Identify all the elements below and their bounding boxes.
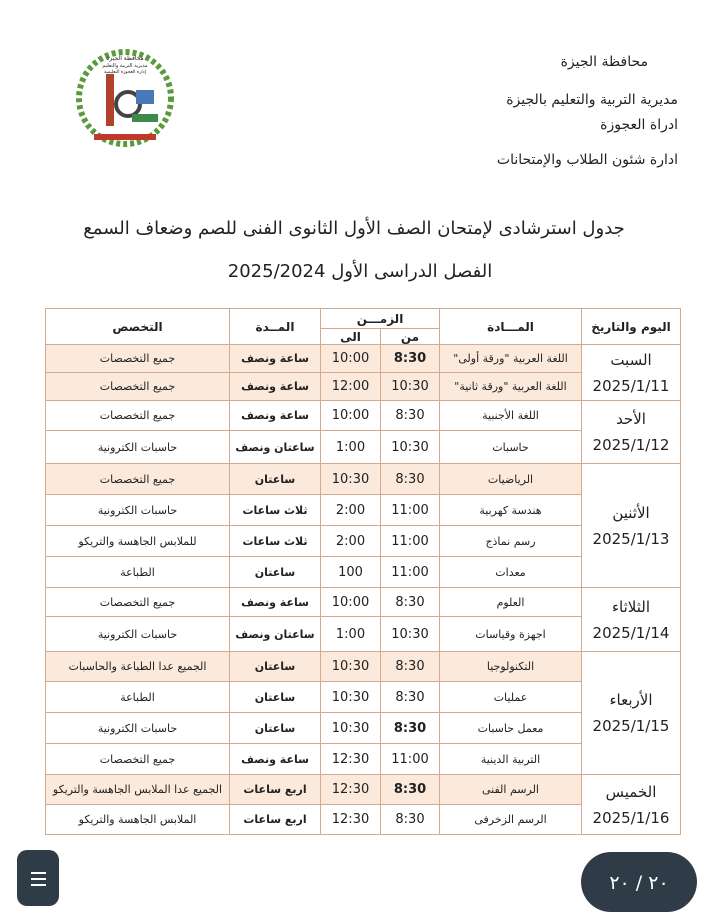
directorate-logo — [72, 46, 178, 150]
duration-cell: اربع ساعات — [230, 775, 321, 805]
header-department: ادارة شئون الطلاب والإمتحانات — [496, 152, 678, 168]
spec-cell: حاسبات الكترونية — [46, 431, 230, 464]
subject-cell: التربية الدينية — [440, 744, 582, 775]
duration-cell: اربع ساعات — [230, 805, 321, 835]
header-subject: المـــادة — [440, 309, 582, 345]
to-cell: 12:00 — [321, 373, 381, 401]
spec-cell: جميع التخصصات — [46, 373, 230, 401]
spec-cell: حاسبات الكترونية — [46, 617, 230, 652]
duration-cell: ساعة ونصف — [230, 588, 321, 617]
from-cell: 10:30 — [381, 373, 440, 401]
day-cell: الأثنين 2025/1/13 — [582, 464, 681, 588]
to-cell: 1:00 — [321, 617, 381, 652]
day-cell: الثلاثاء 2025/1/14 — [582, 588, 681, 652]
subject-cell: الرسم الفنى — [440, 775, 582, 805]
day-cell: الخميس 2025/1/16 — [582, 775, 681, 835]
from-cell: 8:30 — [381, 464, 440, 495]
duration-cell: ساعتان ونصف — [230, 617, 321, 652]
spec-cell: للملابس الجاهسة والتريكو — [46, 526, 230, 557]
duration-cell: ساعتان — [230, 652, 321, 682]
to-cell: 2:00 — [321, 495, 381, 526]
header-governorate: محافظة الجيزة — [560, 54, 648, 70]
from-cell: 8:30 — [381, 713, 440, 744]
from-cell: 8:30 — [381, 588, 440, 617]
header-to: الى — [321, 329, 381, 345]
to-cell: 10:30 — [321, 652, 381, 682]
from-cell: 8:30 — [381, 401, 440, 431]
spec-cell: جميع التخصصات — [46, 744, 230, 775]
table-row — [46, 775, 681, 805]
table-row — [46, 345, 681, 373]
spec-cell: جميع التخصصات — [46, 464, 230, 495]
to-cell: 100 — [321, 557, 381, 588]
duration-cell: ساعة ونصف — [230, 401, 321, 431]
to-cell: 12:30 — [321, 805, 381, 835]
duration-cell: ساعتان — [230, 464, 321, 495]
from-cell: 11:00 — [381, 526, 440, 557]
menu-button[interactable] — [17, 850, 59, 906]
document-subtitle: الفصل الدراسى الأول 2025/2024 — [227, 261, 493, 282]
document-title: جدول استرشادى لإمتحان الصف الأول الثانوى الفنى للصم وضعاف السمع — [83, 218, 625, 239]
duration-cell: ساعتان — [230, 557, 321, 588]
from-cell: 8:30 — [381, 345, 440, 373]
subject-cell: عمليات — [440, 682, 582, 713]
duration-cell: ساعتان ونصف — [230, 431, 321, 464]
subject-cell: اجهزة وقياسات — [440, 617, 582, 652]
from-cell: 11:00 — [381, 744, 440, 775]
from-cell: 11:00 — [381, 557, 440, 588]
from-cell: 8:30 — [381, 652, 440, 682]
duration-cell: ثلاث ساعات — [230, 526, 321, 557]
to-cell: 12:30 — [321, 775, 381, 805]
subject-cell: هندسة كهربية — [440, 495, 582, 526]
spec-cell: جميع التخصصات — [46, 345, 230, 373]
to-cell: 10:30 — [321, 713, 381, 744]
page-indicator[interactable]: ٢٠ / ٢٠ — [581, 852, 697, 912]
table-row — [46, 588, 681, 617]
from-cell: 10:30 — [381, 431, 440, 464]
to-cell: 2:00 — [321, 526, 381, 557]
menu-icon — [31, 872, 46, 874]
subject-cell: حاسبات — [440, 431, 582, 464]
subject-cell: اللغة العربية "ورقة أولى" — [440, 345, 582, 373]
spec-cell: حاسبات الكترونية — [46, 495, 230, 526]
table-row — [46, 401, 681, 431]
subject-cell: رسم نماذج — [440, 526, 582, 557]
duration-cell: ثلاث ساعات — [230, 495, 321, 526]
subject-cell: معدات — [440, 557, 582, 588]
spec-cell: الطباعة — [46, 682, 230, 713]
subject-cell: اللغة العربية "ورقة ثانية" — [440, 373, 582, 401]
to-cell: 10:00 — [321, 345, 381, 373]
header-directorate: مديرية التربية والتعليم بالجيزة — [506, 92, 678, 108]
to-cell: 12:30 — [321, 744, 381, 775]
from-cell: 8:30 — [381, 682, 440, 713]
duration-cell: ساعة ونصف — [230, 373, 321, 401]
header-day: اليوم والتاريخ — [582, 309, 681, 345]
subject-cell: العلوم — [440, 588, 582, 617]
spec-cell: الطباعة — [46, 557, 230, 588]
subject-cell: معمل حاسبات — [440, 713, 582, 744]
from-cell: 11:00 — [381, 495, 440, 526]
day-cell: السبت 2025/1/11 — [582, 345, 681, 401]
header-duration: المــدة — [230, 309, 321, 345]
duration-cell: ساعتان — [230, 713, 321, 744]
svg-text:إدارة العجوزة التعليمية: إدارة العجوزة التعليمية — [104, 70, 146, 75]
to-cell: 10:30 — [321, 682, 381, 713]
subject-cell: اللغة الأجنبية — [440, 401, 582, 431]
day-cell: الأربعاء 2025/1/15 — [582, 652, 681, 775]
subject-cell: الرسم الزخرفى — [440, 805, 582, 835]
table-row — [46, 652, 681, 682]
svg-text:مديرية التربية والتعليم: مديرية التربية والتعليم — [102, 63, 148, 69]
duration-cell: ساعة ونصف — [230, 744, 321, 775]
subject-cell: التكنولوجيا — [440, 652, 582, 682]
from-cell: 10:30 — [381, 617, 440, 652]
spec-cell: الجميع عدا الملابس الجاهسة والتريكو — [46, 775, 230, 805]
spec-cell: الجميع عدا الطباعة والحاسبات — [46, 652, 230, 682]
spec-cell: جميع التخصصات — [46, 588, 230, 617]
from-cell: 8:30 — [381, 775, 440, 805]
table-row — [46, 464, 681, 495]
subject-cell: الرياضيات — [440, 464, 582, 495]
svg-text:محافظة الجيزة: محافظة الجيزة — [106, 55, 144, 62]
from-cell: 8:30 — [381, 805, 440, 835]
day-cell: الأحد 2025/1/12 — [582, 401, 681, 464]
spec-cell: حاسبات الكترونية — [46, 713, 230, 744]
header-time: الزمـــن — [321, 309, 440, 329]
header-administration: ادراة العجوزة — [600, 117, 678, 133]
to-cell: 10:00 — [321, 588, 381, 617]
duration-cell: ساعة ونصف — [230, 345, 321, 373]
spec-cell: الملابس الجاهسة والتريكو — [46, 805, 230, 835]
header-specialization: التخصص — [46, 309, 230, 345]
to-cell: 10:30 — [321, 464, 381, 495]
exam-schedule-table — [45, 308, 681, 835]
duration-cell: ساعتان — [230, 682, 321, 713]
to-cell: 10:00 — [321, 401, 381, 431]
spec-cell: جميع التخصصات — [46, 401, 230, 431]
header-from: من — [381, 329, 440, 345]
to-cell: 1:00 — [321, 431, 381, 464]
